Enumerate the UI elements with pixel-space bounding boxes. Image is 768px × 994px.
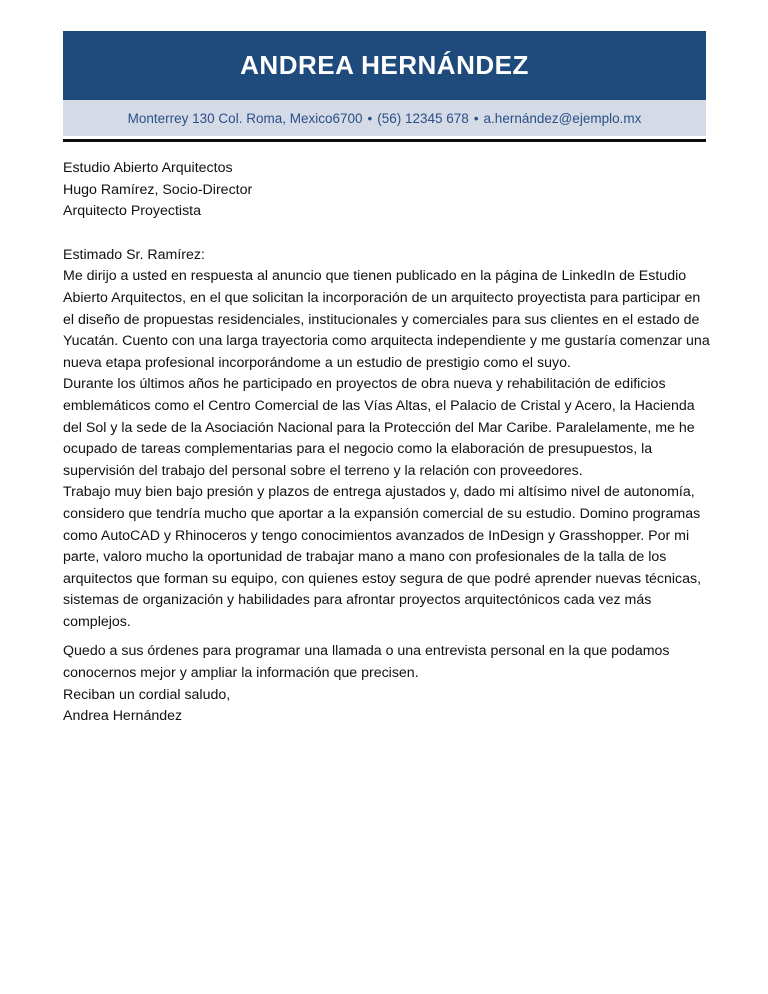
recipient-company: Estudio Abierto Arquitectos — [63, 160, 233, 176]
signature: Andrea Hernández — [63, 708, 183, 725]
body-paragraph: Trabajo muy bien bajo presión y plazos de entrega ajustados y, dado mi altísimo nivel de autonomía, considero que tendría mucho que aportar a la expansión comercial de su estudio. Domino programas como AutoCAD y Rhinoceros y tengo conocimientos avanzados de InDesign y Grasshopper. Por mi parte, valoro mucho la oportunidad de trabajar mano a mano con profesionales de la talla de los arquitectos que forman su equipo, con quienes estoy segura de que podré aprender nuevas técnicas, sistemas de organización y habilidades para afrontar proyectos arquitectónicos cada vez más complejos. — [63, 484, 702, 630]
recipient-position: Arquitecto Proyectista — [63, 203, 201, 220]
farewell: Reciban un cordial saludo, — [63, 686, 231, 703]
contact-email: a.hernández@ejemplo.mx — [483, 110, 642, 126]
contact-band — [63, 100, 706, 136]
closing-block — [63, 685, 713, 728]
body-paragraph: Quedo a sus órdenes para programar una llamada o una entrevista personal en la que podamos conocernos mejor y ampliar la información que precisen. — [63, 643, 670, 682]
header-divider — [63, 139, 706, 142]
contact-separator: • — [367, 110, 373, 126]
body-paragraph: Durante los últimos años he participado en proyectos de obra nueva y rehabilitación de edificios emblemáticos como el Centro Comercial de las Vías Altas, el Palacio de Cristal y Acero, la Hacienda del Sol y la sede de la Asociación Nacional para la Protección del Mar Caribe. Paralelamente, me he ocupado de tareas complementarias para el negocio como la elaboración de presupuestos, la supervisión del trabajo del personal sobre el terreno y la relación con proveedores. — [63, 376, 695, 479]
salutation: Estimado Sr. Ramírez: — [63, 246, 205, 263]
applicant-name: ANDREA HERNÁNDEZ — [240, 50, 529, 80]
contact-address: Monterrey 130 Col. Roma, Mexico6700 — [127, 110, 363, 126]
contact-separator: • — [473, 110, 479, 126]
contact-phone: (56) 12345 678 — [377, 110, 469, 126]
header-band — [63, 31, 706, 100]
recipient-contact: Hugo Ramírez, Socio-Director — [63, 181, 253, 198]
body-paragraph: Me dirijo a usted en respuesta al anuncio que tienen publicado en la página de LinkedIn de Estudio Abierto Arquitectos, en el que solicitan la incorporación de un arquitecto proyectista para participar en el diseño de propuestas residenciales, institucionales y comerciales para sus clientes en el estado de Yucatán. Cuento con una larga trayectoria como arquitecta independiente y me gustaría comenzar una nueva etapa profesional incorporándome a un estudio de prestigio como el suyo. — [63, 268, 710, 371]
recipient-block — [63, 158, 713, 223]
letter-body — [63, 158, 713, 728]
